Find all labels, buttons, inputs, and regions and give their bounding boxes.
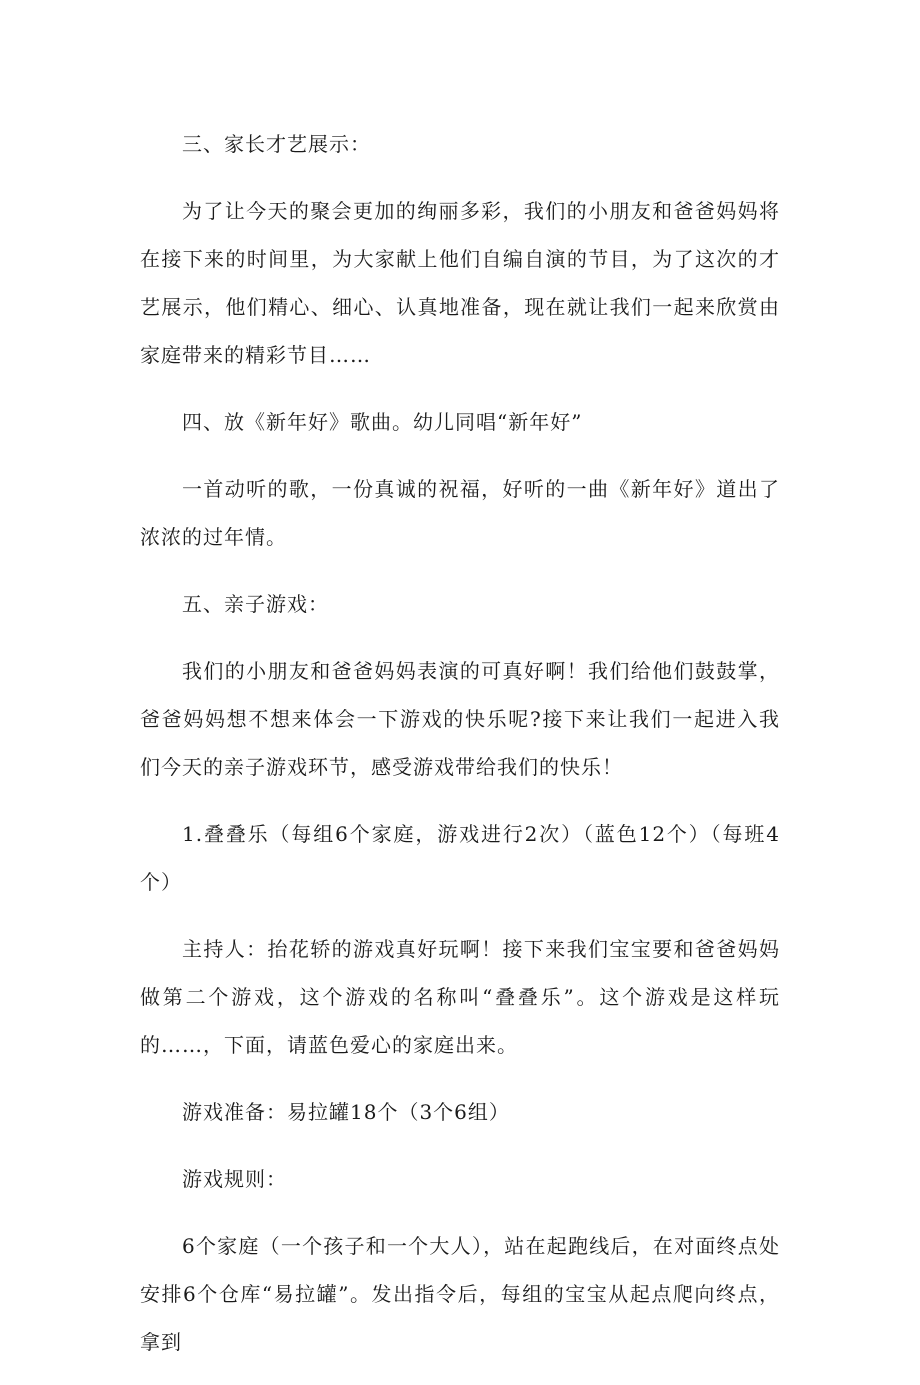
paragraph-games-intro: 我们的小朋友和爸爸妈妈表演的可真好啊！我们给他们鼓鼓掌，爸爸妈妈想不想来体会一下游戏的快乐呢?接下来让我们一起进入我们今天的亲子游戏环节，感受游戏带给我们的快乐！ [140, 659, 780, 779]
section-heading-new-year-song: 四、放《新年好》歌曲。幼儿同唱“新年好” [182, 410, 583, 434]
paragraph-game-rules-heading: 游戏规则： [182, 1167, 287, 1191]
paragraph-game-preparation: 游戏准备：易拉罐18个（3个6组） [182, 1100, 510, 1124]
paragraph-host-speech: 主持人：抬花轿的游戏真好玩啊！接下来我们宝宝要和爸爸妈妈做第二个游戏，这个游戏的名称叫“叠叠乐”。这个游戏是这样玩的……，下面，请蓝色爱心的家庭出来。 [140, 937, 780, 1057]
paragraph-game-rules: 6个家庭（一个孩子和一个大人），站在起跑线后，在对面终点处安排6个仓库“易拉罐”。发出指令后，每组的宝宝从起点爬向终点，拿到 [140, 1234, 780, 1354]
paragraph-talent-intro: 为了让今天的聚会更加的绚丽多彩，我们的小朋友和爸爸妈妈将在接下来的时间里，为大家献上他们自编自演的节目，为了这次的才艺展示，他们精心、细心、认真地准备，现在就让我们一起来欣赏由家庭带来的精彩节目…… [140, 199, 780, 367]
paragraph-game-stacking-title: 1.叠叠乐（每组6个家庭，游戏进行2次）（蓝色12个）（每班4个） [140, 822, 780, 894]
section-heading-parent-talent: 三、家长才艺展示： [182, 132, 371, 156]
section-heading-parent-child-games: 五、亲子游戏： [182, 592, 329, 616]
paragraph-song-description: 一首动听的歌，一份真诚的祝福，好听的一曲《新年好》道出了浓浓的过年情。 [140, 477, 780, 549]
document-body [140, 120, 780, 1385]
